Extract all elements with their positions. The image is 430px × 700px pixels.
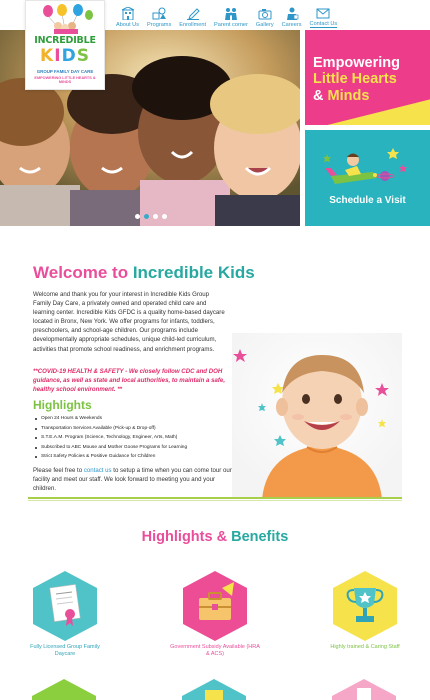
pencil-icon (186, 7, 200, 20)
benefit-staff (320, 570, 410, 651)
slider-dot-3[interactable] (153, 214, 158, 219)
mail-icon (316, 6, 330, 19)
site-logo[interactable] (25, 0, 105, 90)
welcome-title (33, 263, 255, 283)
logo-subtitle: GROUP FAMILY DAY CARE (36, 69, 94, 74)
promo-minds: Minds (327, 88, 370, 104)
benefit-hexagon-partial (331, 678, 397, 700)
list-item: S.T.E.A.M. Program (Science, Technology, Engineer, Arts, Math) (33, 433, 233, 443)
trophy-icon (332, 570, 398, 642)
balloons-icon (34, 4, 98, 34)
logo-text-kids (26, 46, 104, 66)
promo-line-2: Little Hearts (313, 71, 397, 87)
list-item: Transportation Services Available (Pick-up & Drop-off) (33, 424, 233, 434)
building-icon (121, 7, 135, 20)
benefit-subsidy (170, 570, 260, 658)
logo-text-incredible: INCREDIBLE (34, 35, 96, 46)
logo-letter: S (76, 46, 90, 66)
briefcase-icon (182, 570, 248, 642)
benefit-label: Government Subsidy Available (HRA & ACS) (170, 644, 260, 657)
nav-label: Enrollment (179, 22, 207, 28)
contact-text-pre: Please feel free to (33, 467, 84, 474)
logo-letter: I (54, 46, 62, 66)
slider-dots (135, 214, 167, 219)
logo-letter: K (40, 46, 55, 66)
benefit-licensed (20, 570, 110, 658)
family-icon (224, 7, 238, 20)
smiling-child-photo (232, 333, 402, 499)
logo-letter: D (61, 46, 77, 66)
nav-item-programs[interactable] (143, 2, 175, 28)
benefit-hexagon-partial (31, 678, 97, 700)
list-item: Subscribed to ABC Mouse and Mother Goose Programs for Learning (33, 443, 233, 453)
nav-item-careers[interactable] (278, 2, 306, 28)
person-icon (285, 7, 299, 20)
slider-dot-2[interactable] (144, 214, 149, 219)
promo-amp: & (313, 88, 324, 104)
logo-tagline: EMPOWERING LITTLE HEARTS & MINDS (34, 76, 96, 84)
benefit-hexagon-partial (181, 678, 247, 700)
nav-label: Gallery (255, 22, 274, 28)
slider-dot-4[interactable] (162, 214, 167, 219)
benefits-heading-part-2: Benefits (231, 529, 289, 545)
list-item: Open 24 Hours & Weekends (33, 414, 233, 424)
benefits-heading-part-1: Highlights & (141, 529, 228, 545)
contact-text-post: to setup a time when you can come tour our facility and meet our staff. We look forward to meeting you and your children. (33, 467, 232, 493)
highlights-list (33, 414, 233, 462)
benefits-heading (0, 529, 430, 545)
shapes-icon (152, 7, 166, 20)
nav-label: Contact Us (309, 21, 338, 27)
welcome-title-part-2: Incredible Kids (132, 263, 255, 282)
slider-dot-1[interactable] (135, 214, 140, 219)
airplane-kid-icon (323, 142, 413, 202)
covid-notice: **COVID-19 HEALTH & SAFETY - We closely follow CDC and DOH guidance, as well as state and local authorities, to maintain a safe, healthy school environment. ** (33, 368, 226, 393)
contact-us-link[interactable]: contact us (83, 467, 112, 474)
main-nav (112, 2, 341, 28)
welcome-title-part-1: Welcome to (33, 263, 129, 282)
nav-label: Parent corner (214, 22, 248, 28)
certificate-icon (32, 570, 98, 642)
welcome-paragraph: Welcome and thank you for your interest in Incredible Kids Group Family Day Care, a privately owned and operated child care and learning center. Incredible Kids GFDC is a quality home-based daycare located in Bronx, New York. We offer programs for infants, toddlers, preschoolers, and school-age children. Our programs include developmentally appropriate schedules, unique child-led curriculum, activities that promote school readiness, and enrichment programs. (33, 291, 225, 353)
contact-paragraph (33, 466, 233, 493)
nav-label: About Us (116, 22, 140, 28)
promo-banner (305, 30, 430, 125)
nav-label: Careers (281, 22, 302, 28)
nav-item-about-us[interactable] (112, 2, 143, 28)
highlights-heading: Highlights (33, 398, 92, 412)
benefit-label: Highly trained & Caring Staff (330, 644, 400, 650)
nav-item-contact-us[interactable] (306, 2, 342, 28)
list-item: Strict Safety Policies & Positive Guidance for Children (33, 452, 233, 462)
camera-icon (258, 7, 272, 20)
nav-item-enrollment[interactable] (175, 2, 210, 28)
site-header (0, 0, 430, 84)
nav-item-parent-corner[interactable] (210, 2, 252, 28)
schedule-visit-label: Schedule a Visit (329, 195, 406, 206)
section-divider-thin (28, 500, 402, 501)
promo-line-3 (313, 88, 369, 104)
benefit-label: Fully Licensed Group Family Daycare (30, 644, 100, 657)
promo-line-1: Empowering (313, 55, 401, 71)
nav-label: Programs (147, 22, 172, 28)
section-divider (28, 497, 402, 499)
nav-item-gallery[interactable] (252, 2, 278, 28)
schedule-visit-button[interactable] (305, 130, 430, 226)
